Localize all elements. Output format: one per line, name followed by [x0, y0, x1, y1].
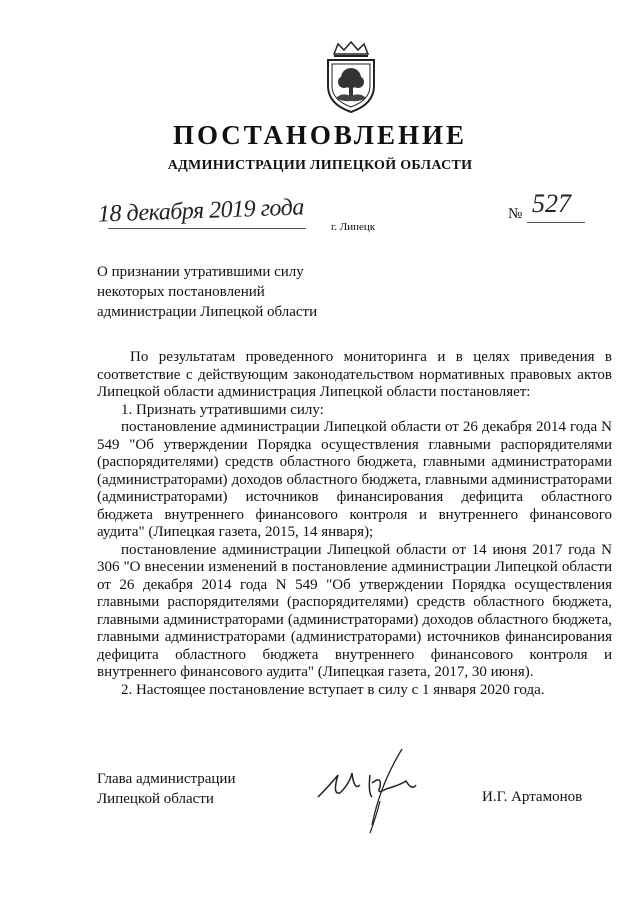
position-line: Липецкой области [97, 791, 214, 807]
document-subtitle: АДМИНИСТРАЦИИ ЛИПЕЦКОЙ ОБЛАСТИ [167, 158, 473, 173]
number-label: № [508, 206, 523, 222]
handwritten-number: 527 [532, 189, 571, 218]
handwritten-date: 18 декабря 2019 года [97, 194, 305, 228]
subject-line: О признании утратившими силу [97, 264, 304, 280]
position-line: Глава администрации [97, 771, 236, 787]
subject-line: некоторых постановлений [97, 284, 265, 300]
item-2: 2. Настоящее постановление вступает в силу с 1 января 2020 года. [121, 681, 545, 698]
city-label: г. Липецк [331, 221, 376, 233]
document-title: ПОСТАНОВЛЕНИЕ [172, 120, 468, 150]
intro-paragraph: По результатам проведенного мониторинга и в целях приведения в соответствие с действующим законодательством нормативных правовых актов Липецкой области администрация Липецкой области постановляет: [97, 349, 612, 400]
date-underline [108, 228, 306, 229]
coat-of-arms-icon [322, 40, 380, 114]
number-underline [527, 222, 585, 223]
subject-line: администрации Липецкой области [97, 304, 318, 320]
repealed-act-1: постановление администрации Липецкой области от 26 декабря 2014 года N 549 "Об утверждении Порядка осуществления главными распорядителями (распорядителями) средств областного бюджета, главными администраторами (администраторами) доходов областного бюджета, главными администраторами (администраторами) источников финансирования дефицита областного бюджета внутреннего финансового контроля и внутреннего финансового аудита" (Липецкая газета, 2015, 14 января); [97, 419, 612, 540]
signatory-position [97, 769, 235, 809]
repealed-act-2: постановление администрации Липецкой области от 14 июня 2017 года N 306 "О внесении изменений в постановление администрации Липецкой области от 26 декабря 2014 года N 549 "Об утверждении Порядка осуществления главными распорядителями (распорядителями) средств областного бюджета, главными администраторами (администраторами) доходов областного бюджета, главными администраторами (администраторами) источников финансирования дефицита областного бюджета внутреннего финансового контроля и внутреннего финансового аудита" (Липецкая газета, 2017, 30 июня). [97, 541, 612, 680]
document-body [97, 349, 612, 699]
item-1: 1. Признать утратившими силу: [121, 401, 324, 418]
signatory-name: И.Г. Артамонов [482, 789, 583, 805]
document-subject [97, 262, 397, 322]
signature-icon [310, 745, 430, 835]
